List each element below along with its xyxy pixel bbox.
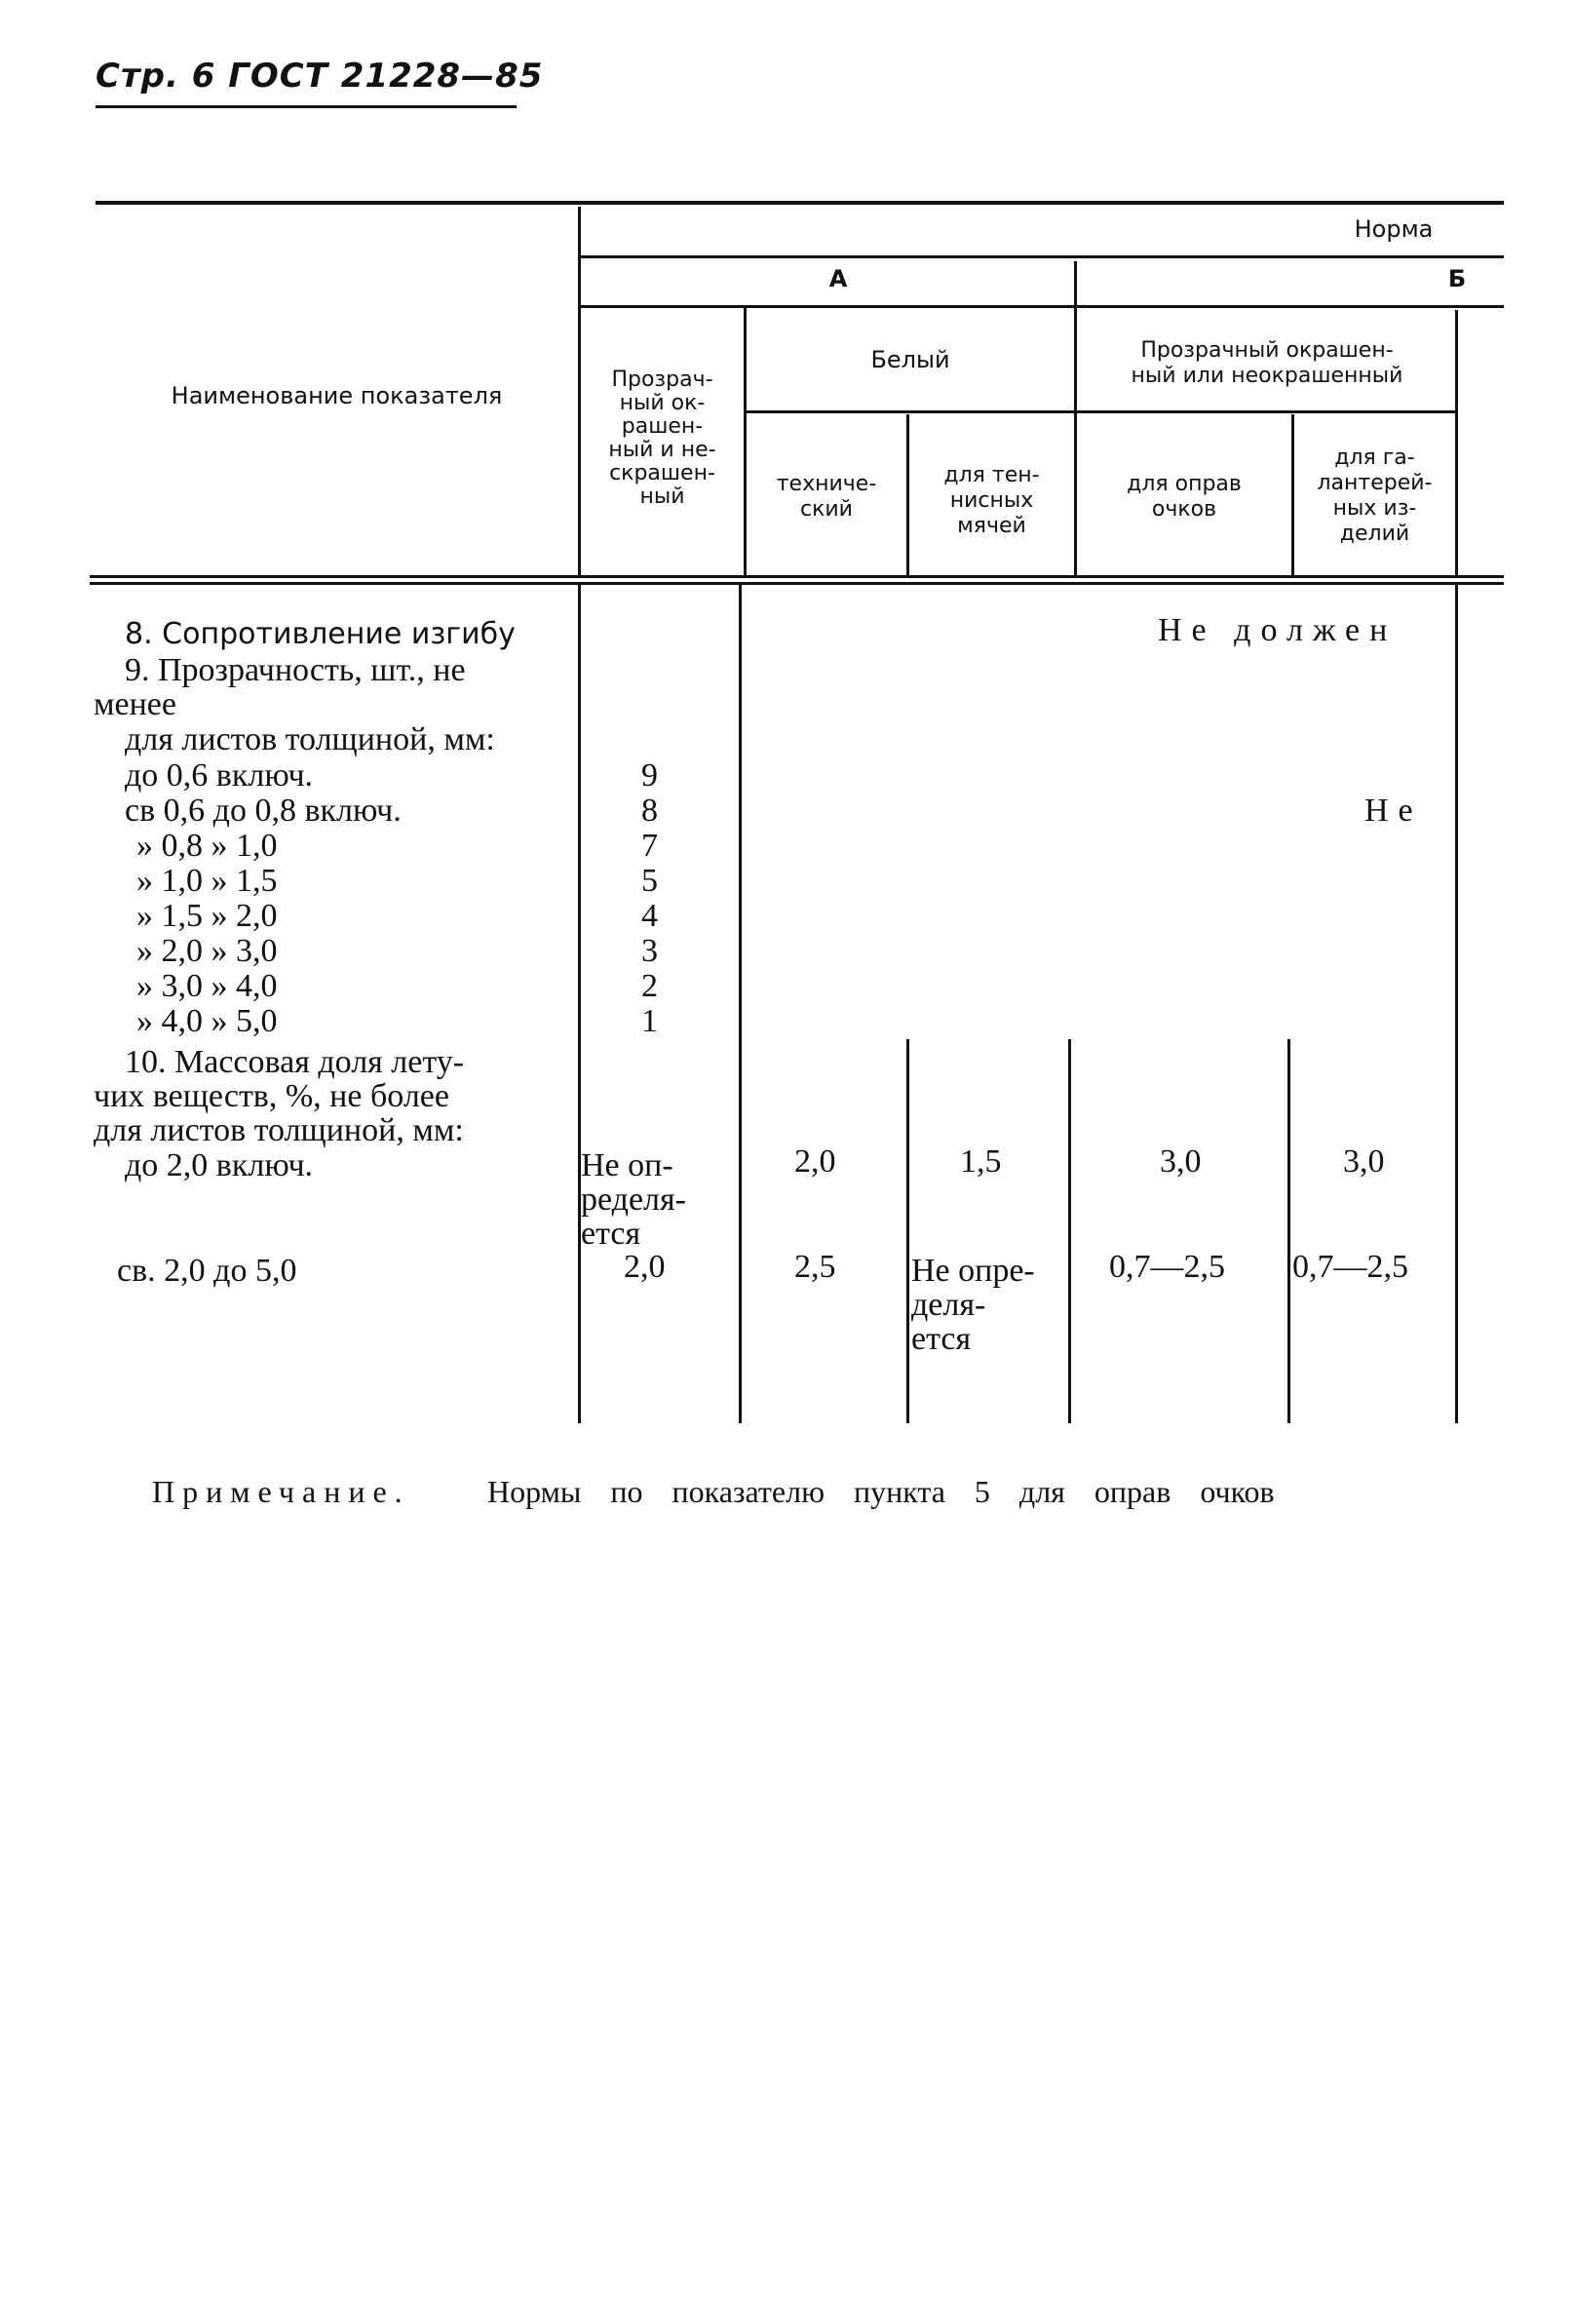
row10-label-3: для листов толщиной, мм:: [94, 1112, 464, 1148]
body-divider-ab-low: [1068, 1039, 1071, 1423]
row9-sub-value: 1: [641, 1003, 658, 1039]
note-text: Нормы по показателю пункта 5 для оправ очков: [487, 1474, 1275, 1509]
body-divider-a2-low: [906, 1039, 909, 1423]
header-bottom-rule-1: [90, 575, 1504, 578]
row9-sub-value: 4: [641, 898, 658, 934]
group-rule: [581, 305, 1504, 308]
row9-value-right: Не: [1364, 793, 1423, 829]
row10-sub2-col3: Не опре- деля- ется: [911, 1253, 1035, 1357]
header-underline: [96, 105, 517, 108]
row10-sub1-label: до 2,0 включ.: [125, 1147, 314, 1183]
row9-label-3: для листов толщиной, мм:: [125, 721, 495, 757]
norma-rule: [581, 255, 1504, 258]
row9-sub-label: » 2,0 » 3,0: [136, 933, 278, 969]
row10-sub1-col1: Не оп- ределя- ется: [581, 1147, 686, 1252]
header-group-b: Б: [1447, 265, 1467, 292]
row9-sub-label: » 0,8 » 1,0: [136, 828, 278, 864]
row9-sub-value: 9: [641, 757, 658, 794]
note-label: Примечание.: [152, 1474, 410, 1509]
row10-sub1-col5: 3,0: [1343, 1143, 1385, 1180]
col-divider-ab: [1074, 261, 1077, 577]
row9-sub-value: 5: [641, 863, 658, 899]
row9-sub-value: 2: [641, 968, 658, 1004]
row10-sub1-col4: 3,0: [1160, 1143, 1202, 1180]
row9-sub-value: 3: [641, 933, 658, 969]
row9-sub-value: 8: [641, 793, 658, 829]
row10-sub2-label: св. 2,0 до 5,0: [117, 1253, 297, 1289]
header-a-white-technical: техниче- ский: [776, 472, 877, 522]
row9-sub-label: до 0,6 включ.: [125, 757, 314, 794]
header-a-white: Белый: [870, 346, 950, 373]
header-name-column: Наименование показателя: [171, 382, 503, 409]
header-group-a: А: [828, 265, 848, 292]
header-a-transparent: Прозрач- ный ок- рашен- ный и не- скрашен- ный: [608, 368, 716, 509]
header-b-haberdashery: для га- лантерей- ных из- делий: [1317, 445, 1433, 546]
row8-label: 8. Сопротивление изгибу: [125, 617, 516, 651]
row9-sub-label: » 1,5 » 2,0: [136, 898, 278, 934]
row10-sub2-col2: 2,5: [794, 1249, 836, 1285]
header-a-white-tennis: для тен- нисных мячей: [943, 463, 1040, 538]
page-header: Стр. 6 ГОСТ 21228—85: [96, 57, 544, 96]
body-divider-name-top: [578, 585, 581, 1423]
row8-value: Не должен: [1158, 612, 1398, 648]
row9-sub-value: 7: [641, 828, 658, 864]
row9-label-2: менее: [94, 686, 176, 722]
body-divider-b2: [1455, 585, 1458, 1423]
row9-sub-label: св 0,6 до 0,8 включ.: [125, 793, 402, 829]
white-rule: [747, 410, 1074, 413]
body-divider-b1-low: [1287, 1039, 1290, 1423]
body-divider-a1: [739, 585, 742, 1423]
row10-sub1-col2: 2,0: [794, 1143, 836, 1180]
row9-label-1: 9. Прозрачность, шт., не: [125, 652, 466, 688]
row10-sub2-col1: 2,0: [624, 1249, 666, 1285]
header-b-frames: для оправ очков: [1127, 472, 1242, 522]
header-norma: Норма: [1354, 215, 1434, 243]
row9-sub-label: » 3,0 » 4,0: [136, 968, 278, 1004]
row10-sub2-col4: 0,7—2,5: [1109, 1249, 1225, 1285]
row10-sub2-col5: 0,7—2,5: [1292, 1249, 1408, 1285]
row9-sub-label: » 1,0 » 1,5: [136, 863, 278, 899]
row10-label-1: 10. Массовая доля лету-: [125, 1044, 465, 1080]
header-bottom-rule-2: [90, 582, 1504, 585]
row9-sub-label: » 4,0 » 5,0: [136, 1003, 278, 1039]
row10-label-2: чих веществ, %, не более: [94, 1078, 449, 1114]
table-top-rule: [96, 201, 1504, 205]
b-transparent-rule: [1077, 410, 1457, 413]
header-b-transparent: Прозрачный окрашен- ный или неокрашенный: [1131, 338, 1403, 388]
row10-sub1-col3: 1,5: [960, 1143, 1002, 1180]
